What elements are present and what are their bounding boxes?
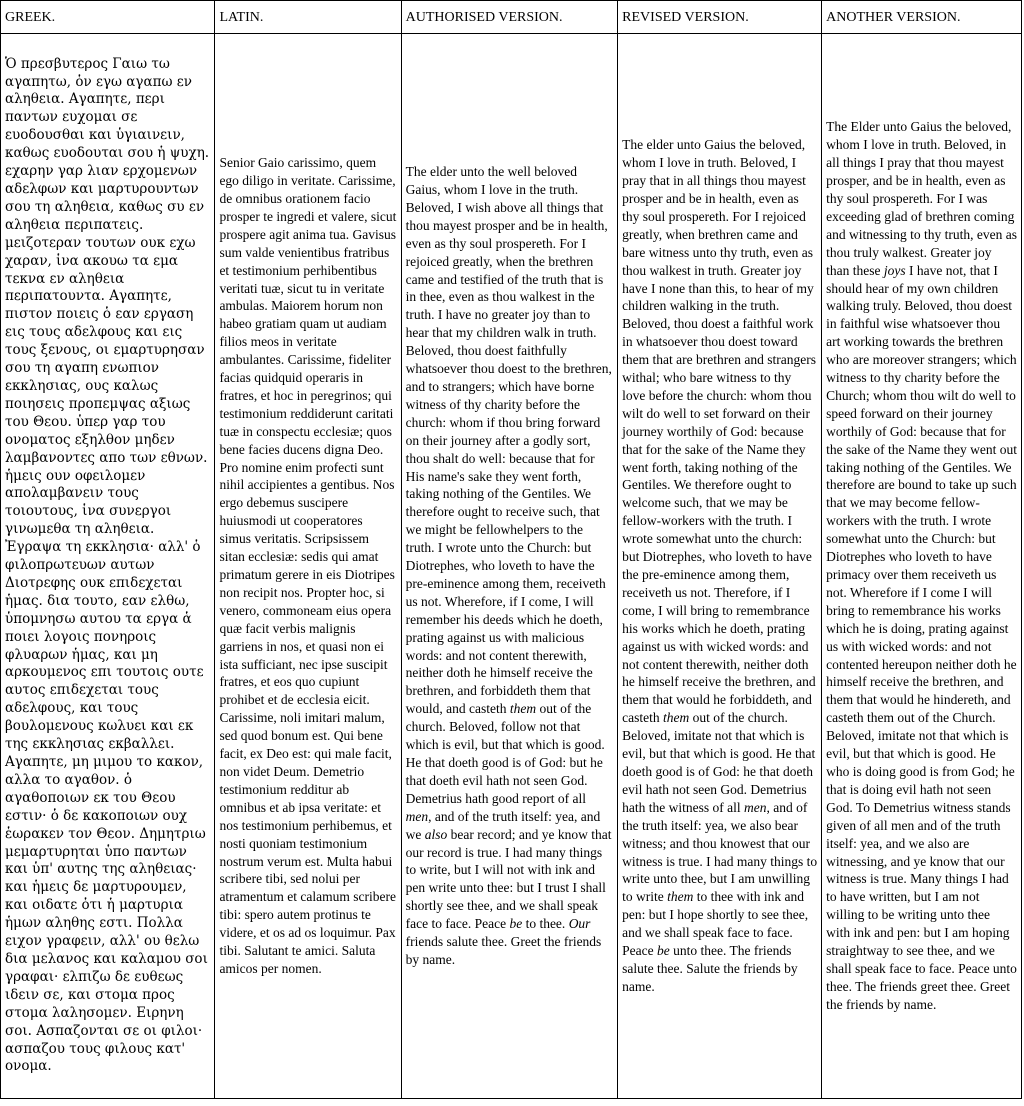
revised-italic-word: men — [744, 799, 767, 815]
authorised-text-part: , and of the truth itself: yea, and we — [405, 808, 601, 842]
authorised-italic-word: men — [405, 808, 429, 824]
authorised-text-part: The elder unto the well beloved Gaius, whom I love in the truth. Beloved, I wish above all things that thou mayest prosper and be in health, even as thy soul prospereth. For I rejoiced greatly, when the brethren came and testified of the truth that is in thee, even as thou walkest in the truth. I have no greater joy than to hear that my children walk in truth. Beloved, thou doest faithfully whatsoever thou doest to the brethren, and to strangers; which have borne witness of thy charity before the church: whom if thou bring forward on their journey after a godly sort, thou shalt do well: because that for His name's sake they went forth, taking nothing of the Gentiles. We therefore ought to receive such, that we might be fellowhelpers to the truth. I wrote unto the Church: but Diotrephes, who loveth to have the pre-eminence among them, receiveth us not. Wherefore, if I come, I will remember his deeds which he doeth, prating against us with malicious words: and not content therewith, neither doth he himself receive the brethren, and forbiddeth them that would, and casteth — [405, 164, 612, 717]
revised-text-part: to thee with ink and pen: but I hope shortly to see thee, and we shall speak face to face. Peace — [622, 889, 809, 959]
another-text — [822, 34, 1022, 1099]
revised-italic-word: them — [663, 710, 690, 726]
authorised-italic-word: Our — [568, 916, 591, 932]
column-header-another: ANOTHER VERSION. — [822, 1, 1022, 34]
revised-text-part: out of the church. Beloved, imitate not that which is evil, but that which is good. He that doeth good is of God: he that doeth evil hath not seen God. Demetrius hath the witness of all — [622, 710, 816, 815]
authorised-text-part: to thee. — [522, 916, 569, 932]
revised-text-part: The elder unto Gaius the beloved, whom I love in truth. Beloved, I pray that in all things thou mayest prosper and be in health, even as thy soul prospereth. For I rejoiced greatly, when brethren came and bare witness unto thy truth, even as thou walkest in truth. Greater joy have I none than this, to hear of my children walking in the truth. Beloved, thou doest a faithful work in whatsoever thou doest toward them that are brethren and strangers withal; who bare witness to thy love before the church: whom thou wilt do well to set forward on their journey worthily of God: because that for the sake of the Name they went forth, taking nothing of the Gentiles. We therefore ought to welcome such, that we may be fellow-workers with the truth. I wrote somewhat unto the church: but Diotrephes, who loveth to have the pre-eminence among them, receiveth us not. Therefore, if I come, I will bring to remembrance his works which he doeth, prating against us with wicked words: and not content therewith, neither doth he himself receive the brethren, and them that would he forbiddeth, and casteth — [622, 137, 816, 726]
authorised-italic-word: them — [509, 701, 537, 717]
revised-italic-word: them — [667, 889, 694, 905]
column-header-greek: GREEK. — [1, 1, 215, 34]
authorised-italic-word: be — [509, 916, 523, 932]
column-header-revised: REVISED VERSION. — [618, 1, 822, 34]
header-row — [1, 1, 1022, 34]
revised-text-part: , and of the truth itself: yea, we also bear witness; and thou knowest that our witness is true. I had many things to write unto thee, but I am unwilling to write — [622, 799, 818, 905]
column-header-latin: LATIN. — [215, 1, 401, 34]
column-header-authorised: AUTHORISED VERSION. — [401, 1, 618, 34]
authorised-italic-word: also — [424, 826, 448, 842]
revised-italic-word: be — [657, 943, 670, 959]
greek-text: Ὁ πρεσβυτερος Γαιω τω αγαπητω, ὁν εγω αγαπω εν αληθεια. Αγαπητε, περι παντων ευχομαι σε ευοδουσθαι και ὑγιαινειν, καθως ευοδουται σου ἡ ψυχη. εχαρην γαρ λιαν ερχομενων αδελφων και μαρτυρουντων σου τη αληθεια, καθως συ εν αληθεια περιπατεις. μειζοτεραν τουτων ουκ εχω χαραν, ἱνα ακουω τα εμα τεκνα εν αληθεια περιπατουντα. Αγαπητε, πιστον ποιεις ὁ εαν εργαση εις τους αδελφους και εις τους ξενους, οι εμαρτυρησαν σου τη αγαπη ενωπιον εκκλησιας, ους καλως ποιησεις προπεμψας αξιως του Θεου. ὑπερ γαρ του ονοματος εξηλθον μηδεν λαμβανοντες απο των εθνων. ἡμεις ουν οφειλομεν απολαμβανειν τους τοιουτους, ἱνα συνεργοι γινωμεθα τη αληθεια. Ἐγραψα τη εκκλησια· αλλ' ὁ φιλοπρωτευων αυτων Διοτρεφης ουκ επιδεχεται ἡμας. δια τουτο, εαν ελθω, ὑπομνησω αυτου τα εργα ἁ ποιει λογοις πονηροις φλυαρων ἡμας, και μη αρκουμενος επι τουτοις ουτε αυτος επιδεχεται τους αδελφους, και τους βουλομενους κωλυει και εκ της εκκλησιας εκβαλλει. Αγαπητε, μη μιμου το κακον, αλλα το αγαθον. ὁ αγαθοποιων εκ του Θεου εστιν· ὁ δε κακοποιων ουχ ἑωρακεν τον Θεον. Δημητριω μεμαρτυρηται ὑπο παντων και ὑπ' αυτης της αληθειας· και ἡμεις δε μαρτυρουμεν, και οιδατε ὁτι ἡ μαρτυρια ἡμων αληθης εστι. Πολλα ειχον γραφειν, αλλ' ου θελω δια μελανος και καλαμου σοι γραφαι· ελπιζω δε ευθεως ιδειν σε, και στομα προς στομα λαλησομεν. Ειρηνη σοι. Ασπαζονται σε οι φιλοι· ασπαζου τους φιλους κατ' ονομα. — [1, 34, 215, 1099]
authorised-text — [401, 34, 618, 1099]
revised-text-part: unto thee. The friends salute thee. Salute the friends by name. — [622, 943, 798, 994]
text-row — [1, 34, 1022, 1099]
revised-text — [618, 34, 822, 1099]
another-text-part: The Elder unto Gaius the beloved, whom I love in truth. Beloved, in all things I pray that thou mayest prosper, and be in health, even as thy soul prospereth. For I was exceeding glad of brethren coming and witnessing to thy truth, even as thou truly walkest. Greater joy than these — [826, 119, 1018, 278]
latin-text: Senior Gaio carissimo, quem ego diligo in veritate. Carissime, de omnibus orationem facio prosper te ingredi et valere, sicut prospere agit anima tua. Gavisus sum valde venientibus fratribus et testimonium perhibentibus veritati tuæ, sicut tu in veritate ambulas. Maiorem horum non habeo gratiam quam ut audiam filios meos in veritate ambulantes. Carissime, fideliter facias quidquid operaris in fratres, et hoc in peregrinos; qui testimonium reddiderunt caritati tuæ in conspectu ecclesiæ; quos bene facies ducens digna Deo. Pro nomine enim profecti sunt nihil accipientes a gentibus. Nos ergo debemus suscipere huiusmodi ut cooperatores simus veritatis. Scripsissem sitan ecclesiæ: sedis qui amat primatum gerere in eis Diotripes non recipit nos. Propter hoc, si venero, commoneam eius opera quæ facit verbis malignis garriens in nos, et quasi non ei ista sufficiant, nec ipse suscipit fratres, et eos quo cupiunt prohibet et de ecclesia eicit. Carissime, noli imitari malum, sed quod bonum est. Qui bene facit, ex Deo est: qui male facit, non videt Deum. Demetrio testimonium redditur ab omnibus et ab ipsa veritate: et nos testimonium perhibemus, et nosti quoniam testimonium nostrum verum est. Multa habui scribere tibi, sed nolui per atramentum et calamum scribere tibi: spero autem protinus te videre, et os ad os loquimur. Pax tibi. Salutant te amici. Saluta amicos per nomen. — [215, 34, 401, 1099]
authorised-text-part: out of the church. Beloved, follow not that which is evil, but that which is good. He that doeth good is of God: but he that doeth evil hath not seen God. Demetrius hath good report of all — [405, 701, 605, 806]
another-italic-word: joys — [883, 262, 906, 278]
another-text-part: I have not, that I should hear of my own children walking truly. Beloved, thou doest in faithful wise whatsoever thou art working towards the brethren who are moreover strangers; which witness to thy charity before the Church; whom thou wilt do well to speed forward on their journey worthily of God: because that for the sake of the Name they went out taking nothing of the Gentiles. We therefore are bound to take up such that we may become fellow-workers with the truth. I wrote somewhat unto the Church: but Diotrephes who loveth to have primacy over them receiveth us not. Wherefore if I come I will bring to remembrance his works which he is doing, prating against us with wicked words: and not contented hereupon neither doth he himself receive the brethren, and them that would he hindereth, and casteth them out of the Church. Beloved, imitate not that which is evil, but that which is good. He who is doing good is from God; he that is doing evil hath not seen God. To Demetrius witness stands given of all men and of the truth itself: yea, and we also are witnessing, and ye know that our witness is true. Many things I had to have written, but I am not willing to be writing unto thee with ink and pen: but I am hoping straightway to see thee, and we shall speak face to face. Peace unto thee. The friends greet thee. Greet the friends by name. — [826, 262, 1017, 1012]
authorised-text-part: friends salute thee. Greet the friends by name. — [405, 934, 602, 967]
authorised-text-part: bear record; and ye know that our record is true. I had many things to write, but I will not with ink and pen write unto thee: but I trust I shall shortly see thee, and we shall speak face to face. Peace — [405, 826, 612, 932]
